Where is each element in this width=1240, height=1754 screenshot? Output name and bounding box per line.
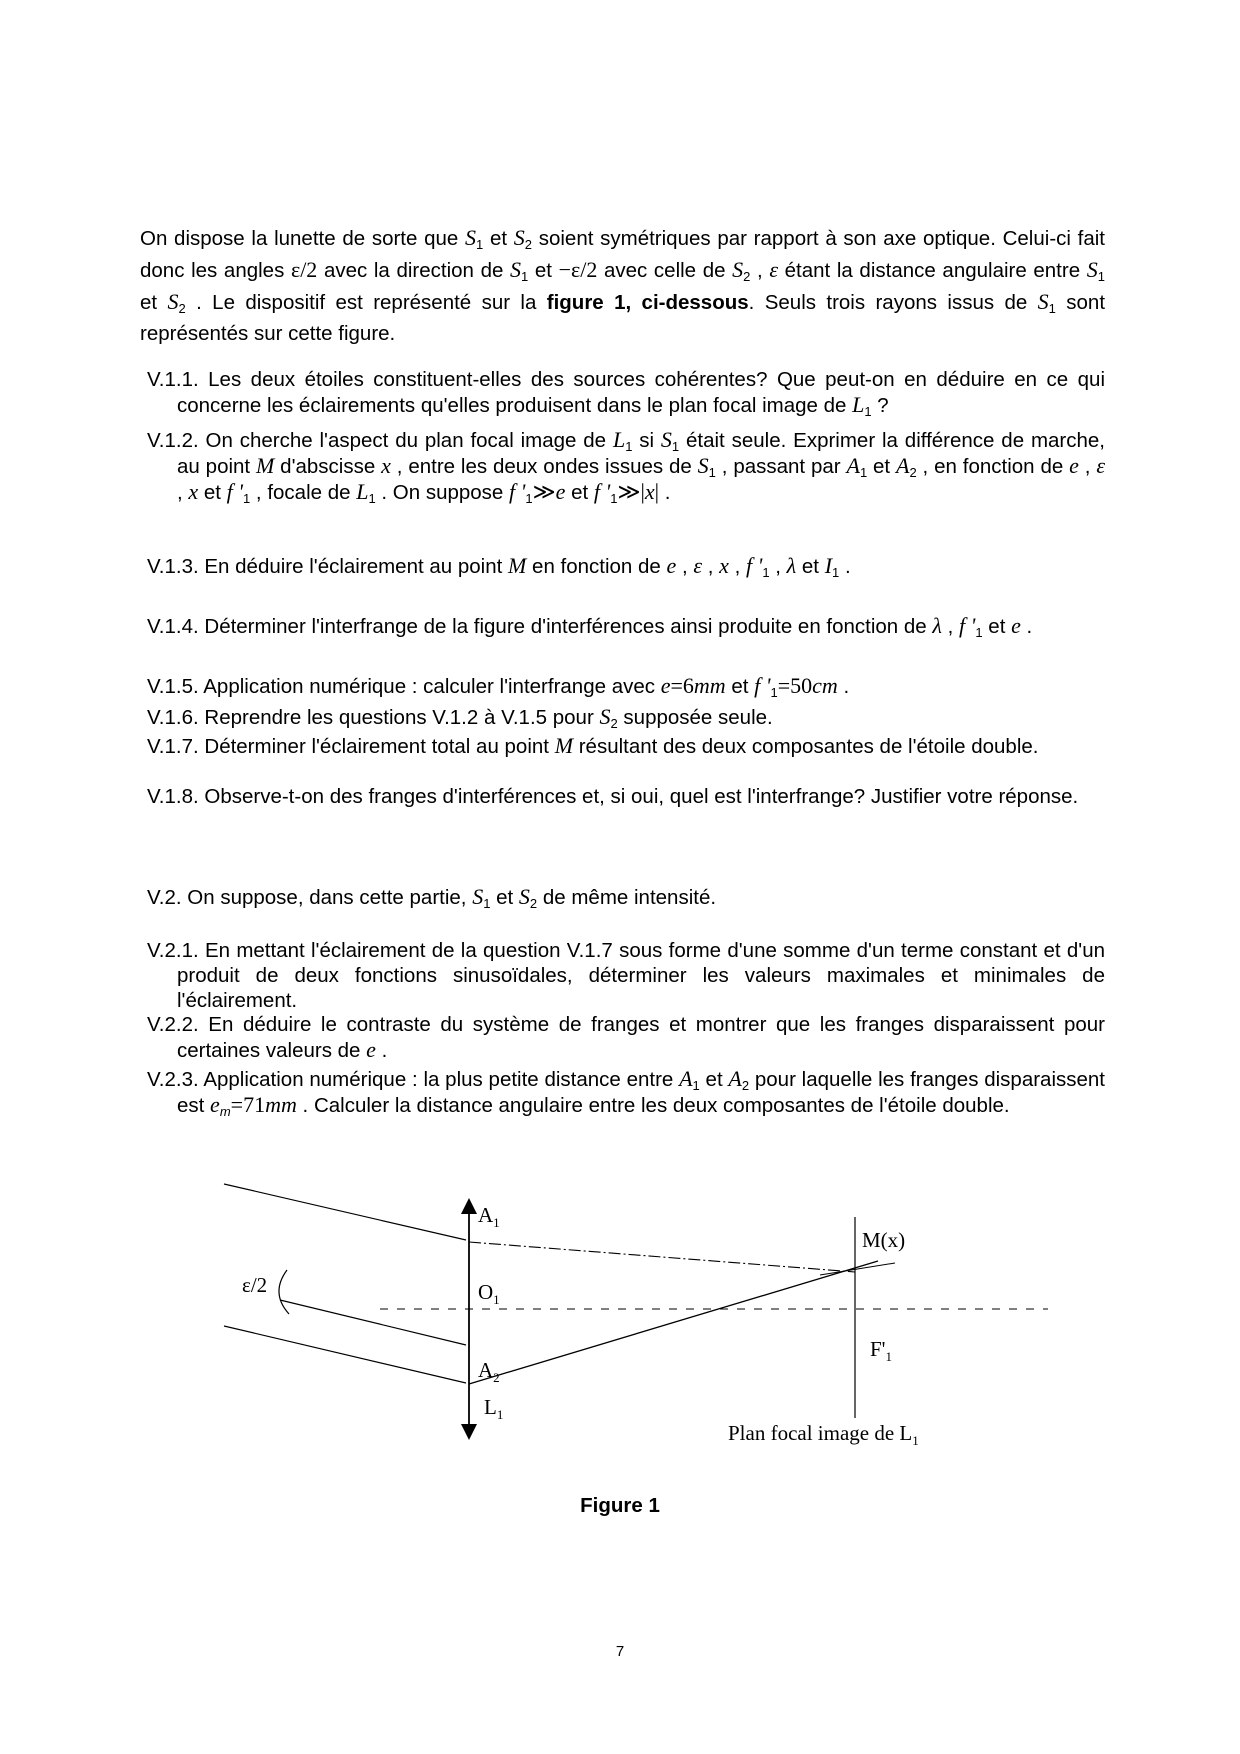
label-f1: $F'_1$ xyxy=(870,1337,892,1364)
question-number: V.2.2. xyxy=(147,1013,199,1036)
question: V.1.1. Les deux étoiles constituent-elles des sources cohérentes? Que peut-on en déduire en ce qui concerne les éclairements qu'elles produisent dans le plan focal image de $L_1$ ? xyxy=(147,368,1105,419)
question-number: V.1.5. xyxy=(147,675,199,698)
intro-paragraph: On dispose la lunette de sorte que $S_1$ et $S_2$ soient symétriques par rapport à son axe optique. Celui-ci fait donc les angles ε/2 avec la direction de $S_1$ et −ε/2 avec celle de $S_2$ , ε étant la distance angulaire entre $S_1$ et $S_2$ . Le dispositif est représenté sur la figure 1, ci-dessous. Seuls trois rayons issus de $S_1$ sont représentés sur cette figure. xyxy=(140,225,1106,345)
question: V.2.1. En mettant l'éclairement de la question V.1.7 sous forme d'une somme d'un terme constant et d'un produit de deux fonctions sinusoïdales, déterminer les valeurs maximales et minimales de l'éclairement. xyxy=(147,939,1105,1012)
question-number: V.1.3. xyxy=(147,555,199,578)
label-l1: $L_1$ xyxy=(484,1395,504,1422)
question: V.1.2. On cherche l'aspect du plan focal image de $L_1$ si $S_1$ était seule. Exprimer la différence de marche, au point M d'abscisse x , entre les deux ondes issues de $S_1$ , passant par $A_1$ et $A_2$ , en fonction de e , ε , x et f '$_1$ , focale de $L_1$ . On suppose f '$_1≫e$ et f '$_1≫|x|$ . xyxy=(147,427,1105,506)
question: V.1.4. Déterminer l'interfrange de la figure d'interférences ainsi produite en fonction de λ , f '$_1$ et e . xyxy=(147,613,1033,640)
ray-a2-to-m xyxy=(469,1261,878,1384)
lens-arrow-down-icon xyxy=(461,1424,477,1440)
ray-a1-to-m xyxy=(469,1242,855,1272)
label-focal-plane: Plan focal image de $L_1$ xyxy=(728,1421,919,1448)
question-number: V.2.1. xyxy=(147,939,199,962)
question: V.1.8. Observe-t-on des franges d'interférences et, si oui, quel est l'interfrange? Justifier votre réponse. xyxy=(147,785,1079,808)
label-m-x: M(x) xyxy=(862,1228,906,1252)
question-number: V.1.1. xyxy=(147,368,199,391)
question: V.2. On suppose, dans cette partie, $S_1$ et $S_2$ de même intensité. xyxy=(147,884,717,911)
question-number: V.1.2. xyxy=(147,429,199,452)
question-number: V.1.6. xyxy=(147,706,199,729)
ray-top xyxy=(224,1184,466,1240)
label-a1: $A_1$ xyxy=(478,1203,500,1230)
ray-bottom xyxy=(224,1326,466,1383)
angle-arc xyxy=(279,1270,289,1314)
question: V.1.6. Reprendre les questions V.1.2 à V.1.5 pour $S_2$ supposée seule. xyxy=(147,704,773,731)
figure-caption: Figure 1 xyxy=(580,1494,660,1517)
question: V.1.3. En déduire l'éclairement au point M en fonction de e , ε , x , f '$_1$ , λ et $I_1$ . xyxy=(147,553,851,580)
question-number: V.1.4. xyxy=(147,615,199,638)
question-number: V.1.8. xyxy=(147,785,199,808)
question: V.1.7. Déterminer l'éclairement total au point M résultant des deux composantes de l'étoile double. xyxy=(147,733,1039,758)
question-number: V.2.3. xyxy=(147,1068,199,1091)
question: V.1.5. Application numérique : calculer l'interfrange avec e=6mm et f '$_1=50cm$ . xyxy=(147,673,850,700)
lens-arrow-up-icon xyxy=(461,1198,477,1214)
question-number: V.1.7. xyxy=(147,735,199,758)
question: V.2.3. Application numérique : la plus petite distance entre $A_1$ et $A_2$ pour laquelle les franges disparaissent est $e_m=71mm$ . Calculer la distance angulaire entre les deux composantes de l'étoile double. xyxy=(147,1066,1106,1119)
page-number: 7 xyxy=(615,1643,625,1660)
ray-m-extension xyxy=(820,1263,895,1275)
question-number: V.2. xyxy=(147,886,182,909)
question: V.2.2. En déduire le contraste du système de franges et montrer que les franges disparaissent pour certaines valeurs de e . xyxy=(147,1013,1105,1062)
figure-reference: figure 1, ci-dessous xyxy=(546,291,749,314)
ray-middle xyxy=(280,1300,466,1345)
label-eps-half: ε/2 xyxy=(242,1273,268,1297)
label-o1: $O_1$ xyxy=(478,1280,500,1307)
label-a2: $A_2$ xyxy=(478,1358,500,1385)
